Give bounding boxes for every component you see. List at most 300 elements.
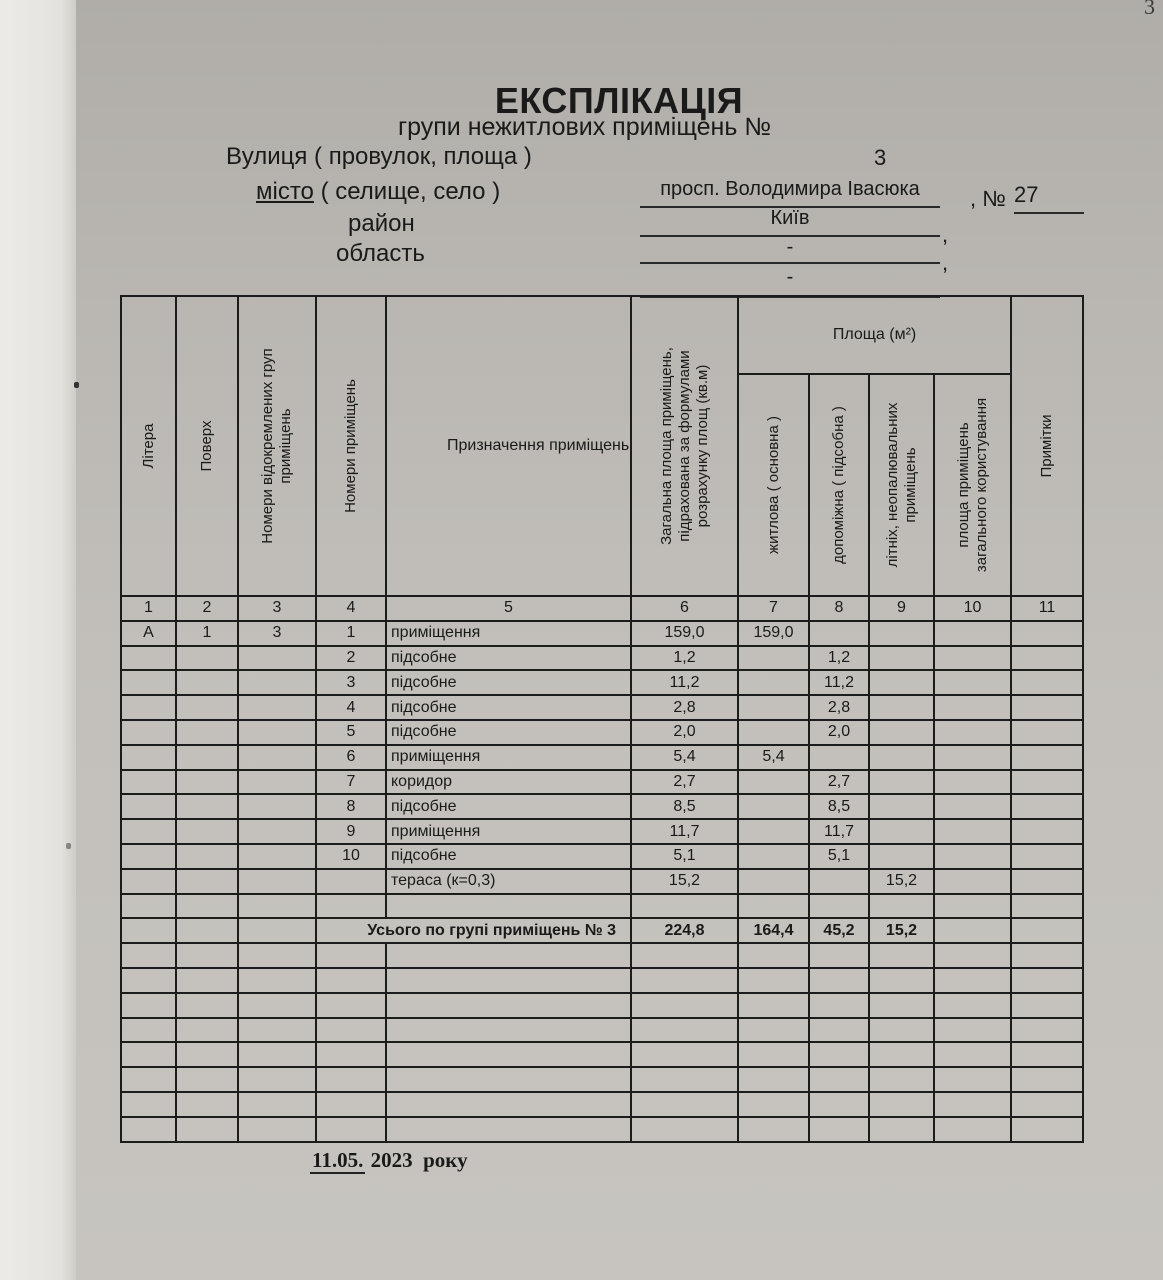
total-aux: 45,2 [809, 918, 869, 943]
cell-litera [121, 770, 176, 795]
cell-purpose: тераса (к=0,3) [386, 869, 631, 894]
cell-aux [809, 894, 869, 919]
cell-room: 7 [316, 770, 386, 795]
street-value: просп. Володимира Івасюка [640, 178, 940, 208]
cell-empty [631, 1018, 738, 1043]
house-number-value: 27 [1014, 182, 1084, 214]
cell-poverkh [176, 894, 238, 919]
cell-empty [121, 1117, 176, 1142]
cell-empty [121, 943, 176, 968]
column-numbers-row [121, 596, 1083, 621]
cell-empty [121, 993, 176, 1018]
total-label: Усього по групі приміщень № 3 [316, 918, 631, 943]
cell-empty [631, 993, 738, 1018]
cell-empty [176, 1092, 238, 1117]
cell-aux [809, 745, 869, 770]
cell-common [934, 670, 1011, 695]
cell-total: 1,2 [631, 646, 738, 671]
cell-purpose: приміщення [386, 819, 631, 844]
cell-total: 11,2 [631, 670, 738, 695]
cell-living [738, 770, 809, 795]
cell-empty [121, 1042, 176, 1067]
cell-poverkh [176, 869, 238, 894]
cell-empty [869, 1018, 934, 1043]
header-row [121, 296, 1083, 374]
column-number: 7 [738, 596, 809, 621]
cell-empty [176, 968, 238, 993]
column-number: 6 [631, 596, 738, 621]
cell-empty [176, 993, 238, 1018]
header-room-numbers: Номери приміщень [316, 296, 386, 596]
cell-empty [1011, 943, 1083, 968]
header-living: житлова ( основна ) [738, 374, 809, 596]
cell-common [934, 621, 1011, 646]
table-row [121, 695, 1083, 720]
cell-litera: А [121, 621, 176, 646]
cell-poverkh [176, 770, 238, 795]
cell-group [238, 894, 316, 919]
cell-empty [869, 1067, 934, 1092]
empty-row [121, 1092, 1083, 1117]
column-number: 9 [869, 596, 934, 621]
cell-empty [738, 943, 809, 968]
cell-litera [121, 819, 176, 844]
cell-empty [1011, 1117, 1083, 1142]
cell-empty [121, 1067, 176, 1092]
table-row [121, 819, 1083, 844]
cell-empty [316, 993, 386, 1018]
cell-living [738, 794, 809, 819]
cell-empty [386, 1067, 631, 1092]
cell-room: 2 [316, 646, 386, 671]
cell-litera [121, 844, 176, 869]
cell-empty [386, 968, 631, 993]
header-purpose: Призначення приміщень [386, 296, 631, 596]
cell-empty [809, 993, 869, 1018]
cell-empty [386, 943, 631, 968]
total-living: 164,4 [738, 918, 809, 943]
cell-common [934, 794, 1011, 819]
number-label: , № [970, 186, 1006, 211]
cell-group [238, 844, 316, 869]
table-row [121, 670, 1083, 695]
date-year: 2023 [370, 1148, 413, 1172]
document-date [310, 1148, 468, 1173]
cell-empty [121, 968, 176, 993]
cell-purpose: підсобне [386, 695, 631, 720]
cell-empty [1011, 968, 1083, 993]
cell-empty [316, 968, 386, 993]
document-subtitle: групи нежитлових приміщень № [398, 113, 772, 141]
cell-notes [1011, 844, 1083, 869]
table-row [121, 720, 1083, 745]
table-row [121, 894, 1083, 919]
cell-litera [121, 745, 176, 770]
cell-common [934, 770, 1011, 795]
city-value: Київ [640, 207, 940, 237]
cell-summer [869, 646, 934, 671]
cell-common [934, 894, 1011, 919]
cell-empty [631, 968, 738, 993]
column-number: 4 [316, 596, 386, 621]
cell-purpose: підсобне [386, 844, 631, 869]
cell-room: 3 [316, 670, 386, 695]
cell-aux: 2,7 [809, 770, 869, 795]
cell-common [934, 695, 1011, 720]
cell-litera [121, 894, 176, 919]
cell-empty [934, 1042, 1011, 1067]
cell-poverkh [176, 819, 238, 844]
cell-notes [1011, 695, 1083, 720]
cell-empty [631, 1042, 738, 1067]
header-total-area: Загальна площа приміщень, підрахована за формулами розрахунку площ (кв.м) [631, 296, 738, 596]
cell-poverkh [176, 794, 238, 819]
cell-empty [869, 1117, 934, 1142]
cell-room [316, 869, 386, 894]
cell-empty [316, 1042, 386, 1067]
explication-table [120, 295, 1084, 1143]
cell-empty [1011, 1092, 1083, 1117]
cell-living: 5,4 [738, 745, 809, 770]
cell-common [934, 646, 1011, 671]
comma: , [942, 250, 949, 275]
cell-common [934, 869, 1011, 894]
header-common: площа приміщень загального користування [934, 374, 1011, 596]
column-number: 1 [121, 596, 176, 621]
cell-empty [631, 1067, 738, 1092]
cell-empty [869, 993, 934, 1018]
cell-empty [738, 1018, 809, 1043]
cell-total: 159,0 [631, 621, 738, 646]
column-number: 10 [934, 596, 1011, 621]
table-row [121, 745, 1083, 770]
cell-total: 2,8 [631, 695, 738, 720]
cell-aux: 2,0 [809, 720, 869, 745]
cell-aux: 11,2 [809, 670, 869, 695]
cell-empty [738, 993, 809, 1018]
comma: , [942, 222, 949, 247]
cell-empty [176, 918, 238, 943]
cell-empty [934, 993, 1011, 1018]
cell-notes [1011, 770, 1083, 795]
handwritten-page-mark: 3 [1144, 0, 1155, 19]
cell-total: 15,2 [631, 869, 738, 894]
cell-aux: 8,5 [809, 794, 869, 819]
cell-empty [121, 918, 176, 943]
cell-group [238, 670, 316, 695]
header-area-group: Площа (м²) [738, 296, 1011, 374]
cell-empty [738, 1067, 809, 1092]
cell-empty [809, 1117, 869, 1142]
cell-poverkh [176, 646, 238, 671]
column-number: 3 [238, 596, 316, 621]
cell-purpose: підсобне [386, 646, 631, 671]
cell-common [934, 819, 1011, 844]
cell-notes [1011, 794, 1083, 819]
cell-group [238, 794, 316, 819]
cell-living [738, 670, 809, 695]
total-total: 224,8 [631, 918, 738, 943]
cell-common [934, 745, 1011, 770]
cell-empty [631, 1092, 738, 1117]
cell-notes [1011, 720, 1083, 745]
cell-notes [1011, 670, 1083, 695]
cell-empty [631, 1117, 738, 1142]
cell-empty [238, 943, 316, 968]
cell-summer [869, 720, 934, 745]
cell-empty [238, 968, 316, 993]
cell-living [738, 869, 809, 894]
empty-row [121, 943, 1083, 968]
cell-group [238, 646, 316, 671]
document-title: ЕКСПЛІКАЦІЯ [494, 80, 744, 121]
cell-group [238, 869, 316, 894]
cell-purpose: приміщення [386, 621, 631, 646]
cell-summer: 15,2 [869, 869, 934, 894]
cell-empty [121, 1018, 176, 1043]
cell-total: 5,1 [631, 844, 738, 869]
city-label-main: місто [256, 178, 314, 205]
paper-spot [74, 382, 79, 388]
cell-living [738, 894, 809, 919]
cell-empty [238, 1018, 316, 1043]
cell-empty [934, 968, 1011, 993]
cell-notes [1011, 621, 1083, 646]
cell-summer [869, 695, 934, 720]
cell-empty [1011, 1018, 1083, 1043]
cell-empty [869, 1042, 934, 1067]
cell-empty [238, 1067, 316, 1092]
empty-row [121, 968, 1083, 993]
cell-summer [869, 819, 934, 844]
cell-living [738, 695, 809, 720]
empty-row [121, 993, 1083, 1018]
cell-empty [316, 943, 386, 968]
cell-total: 5,4 [631, 745, 738, 770]
cell-empty [176, 943, 238, 968]
cell-litera [121, 670, 176, 695]
cell-notes [1011, 745, 1083, 770]
cell-empty [869, 1092, 934, 1117]
column-number: 11 [1011, 596, 1083, 621]
cell-empty [121, 1092, 176, 1117]
cell-empty [809, 968, 869, 993]
cell-total: 2,0 [631, 720, 738, 745]
cell-empty [934, 1018, 1011, 1043]
city-label [256, 178, 500, 206]
cell-empty [934, 1067, 1011, 1092]
column-number: 8 [809, 596, 869, 621]
background-surface [0, 0, 76, 1280]
cell-empty [238, 1117, 316, 1142]
cell-common [934, 720, 1011, 745]
cell-poverkh: 1 [176, 621, 238, 646]
cell-purpose: підсобне [386, 720, 631, 745]
cell-empty [869, 943, 934, 968]
cell-empty [869, 968, 934, 993]
table-row [121, 844, 1083, 869]
total-common [934, 918, 1011, 943]
cell-empty [238, 918, 316, 943]
cell-purpose: приміщення [386, 745, 631, 770]
cell-empty [316, 1067, 386, 1092]
cell-room [316, 894, 386, 919]
empty-row [121, 1067, 1083, 1092]
cell-empty [176, 1042, 238, 1067]
cell-living [738, 720, 809, 745]
city-label-rest: ( селище, село ) [313, 178, 501, 205]
cell-living [738, 646, 809, 671]
cell-empty [738, 1042, 809, 1067]
cell-total: 11,7 [631, 819, 738, 844]
district-label: район [348, 210, 415, 237]
cell-room: 4 [316, 695, 386, 720]
cell-empty [176, 1067, 238, 1092]
table-row [121, 770, 1083, 795]
cell-empty [238, 1042, 316, 1067]
header-summer: літніх, неопалювальних приміщень [869, 374, 934, 596]
cell-notes [1011, 819, 1083, 844]
cell-summer [869, 745, 934, 770]
empty-row [121, 1117, 1083, 1142]
header-auxiliary: допоміжна ( підсобна ) [809, 374, 869, 596]
cell-empty [386, 993, 631, 1018]
cell-common [934, 844, 1011, 869]
cell-empty [386, 1092, 631, 1117]
cell-empty [738, 1092, 809, 1117]
cell-total: 2,7 [631, 770, 738, 795]
cell-living [738, 819, 809, 844]
cell-room: 5 [316, 720, 386, 745]
cell-purpose: підсобне [386, 670, 631, 695]
cell-group [238, 745, 316, 770]
cell-empty [1011, 993, 1083, 1018]
total-notes [1011, 918, 1083, 943]
cell-notes [1011, 869, 1083, 894]
cell-aux: 2,8 [809, 695, 869, 720]
cell-empty [238, 993, 316, 1018]
cell-empty [934, 1117, 1011, 1142]
cell-empty [386, 1117, 631, 1142]
cell-group [238, 770, 316, 795]
cell-notes [1011, 894, 1083, 919]
cell-empty [934, 943, 1011, 968]
cell-purpose [386, 894, 631, 919]
cell-total [631, 894, 738, 919]
cell-empty [316, 1117, 386, 1142]
cell-group [238, 819, 316, 844]
group-number: 3 [874, 145, 887, 170]
table-row [121, 869, 1083, 894]
cell-empty [809, 943, 869, 968]
cell-empty [809, 1067, 869, 1092]
cell-aux [809, 621, 869, 646]
cell-group [238, 695, 316, 720]
cell-empty [238, 1092, 316, 1117]
cell-group: 3 [238, 621, 316, 646]
empty-row [121, 1042, 1083, 1067]
empty-row [121, 1018, 1083, 1043]
district-value: - [640, 236, 940, 264]
table-row [121, 794, 1083, 819]
cell-empty [809, 1092, 869, 1117]
total-row [121, 918, 1083, 943]
cell-empty [386, 1018, 631, 1043]
cell-empty [176, 1018, 238, 1043]
cell-total: 8,5 [631, 794, 738, 819]
cell-empty [1011, 1067, 1083, 1092]
cell-litera [121, 646, 176, 671]
header-litera: Літера [121, 296, 176, 596]
header-notes: Примітки [1011, 296, 1083, 596]
total-summer: 15,2 [869, 918, 934, 943]
cell-aux: 11,7 [809, 819, 869, 844]
cell-room: 10 [316, 844, 386, 869]
paper-spot [66, 843, 71, 849]
cell-summer [869, 844, 934, 869]
cell-empty [1011, 1042, 1083, 1067]
cell-empty [316, 1018, 386, 1043]
cell-summer [869, 770, 934, 795]
cell-empty [809, 1018, 869, 1043]
cell-aux: 1,2 [809, 646, 869, 671]
column-number: 5 [386, 596, 631, 621]
cell-summer [869, 794, 934, 819]
table-row [121, 646, 1083, 671]
cell-poverkh [176, 695, 238, 720]
cell-notes [1011, 646, 1083, 671]
cell-litera [121, 794, 176, 819]
header-poverkh: Поверх [176, 296, 238, 596]
cell-poverkh [176, 745, 238, 770]
cell-living: 159,0 [738, 621, 809, 646]
cell-summer [869, 670, 934, 695]
cell-empty [809, 1042, 869, 1067]
cell-room: 8 [316, 794, 386, 819]
cell-empty [176, 1117, 238, 1142]
cell-litera [121, 720, 176, 745]
cell-group [238, 720, 316, 745]
column-number: 2 [176, 596, 238, 621]
cell-room: 6 [316, 745, 386, 770]
date-suffix: року [423, 1148, 468, 1172]
cell-poverkh [176, 720, 238, 745]
cell-room: 1 [316, 621, 386, 646]
cell-litera [121, 695, 176, 720]
cell-poverkh [176, 844, 238, 869]
header-group-numbers: Номери відокремлених груп приміщень [238, 296, 316, 596]
cell-purpose: підсобне [386, 794, 631, 819]
cell-purpose: коридор [386, 770, 631, 795]
cell-room: 9 [316, 819, 386, 844]
table-row [121, 621, 1083, 646]
cell-empty [738, 1117, 809, 1142]
region-label: область [336, 240, 425, 267]
street-label: Вулиця ( провулок, площа ) [226, 143, 532, 170]
cell-aux [809, 869, 869, 894]
cell-empty [631, 943, 738, 968]
cell-empty [316, 1092, 386, 1117]
cell-summer [869, 894, 934, 919]
cell-summer [869, 621, 934, 646]
date-day-month: 11.05. [312, 1148, 364, 1172]
cell-empty [738, 968, 809, 993]
cell-poverkh [176, 670, 238, 695]
cell-litera [121, 869, 176, 894]
cell-empty [934, 1092, 1011, 1117]
cell-aux: 5,1 [809, 844, 869, 869]
cell-empty [386, 1042, 631, 1067]
